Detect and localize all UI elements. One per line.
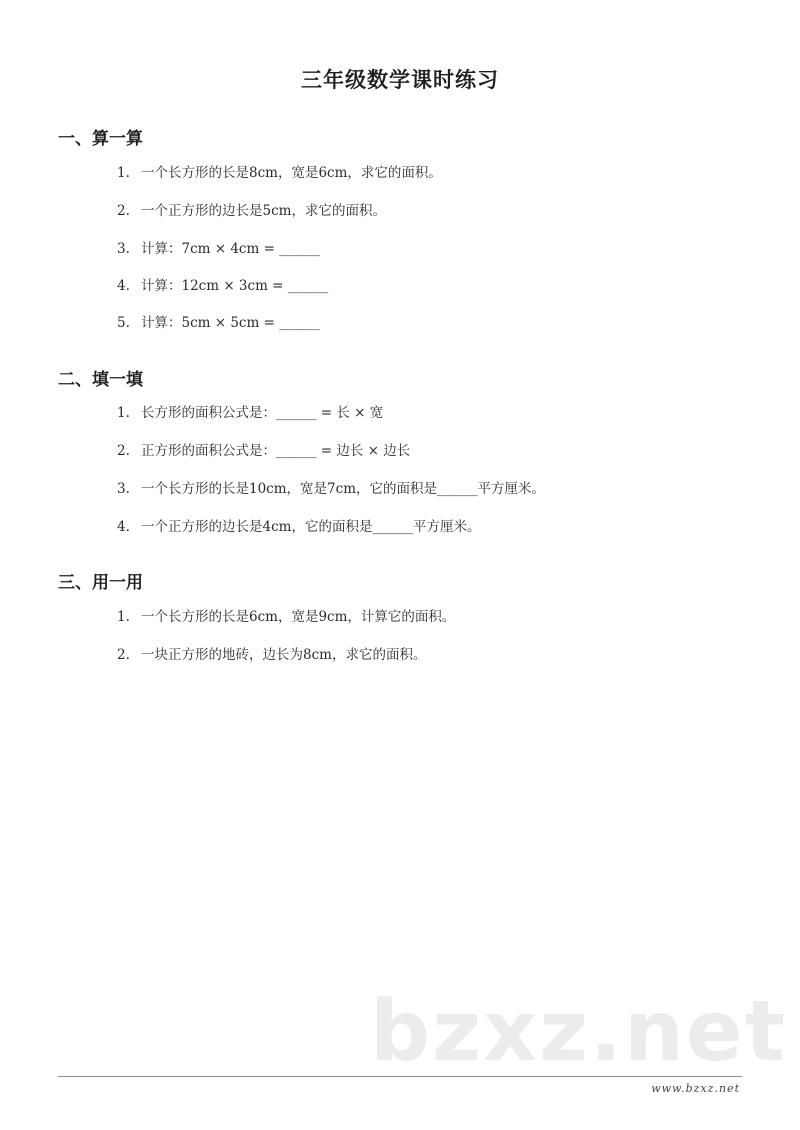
question-item: [117, 201, 386, 221]
question-item: [117, 403, 383, 423]
question-text: 计算：5cm × 5cm = ______: [141, 315, 320, 331]
question-item: [117, 276, 328, 296]
question-text: 一个长方形的长是8cm，宽是6cm，求它的面积。: [141, 165, 442, 181]
section-heading-calculate: 一、算一算: [58, 129, 143, 149]
question-number: 4.: [117, 519, 130, 535]
question-text: 一个正方形的边长是4cm，它的面积是______平方厘米。: [141, 519, 481, 535]
question-text: 正方形的面积公式是：______ = 边长 × 边长: [141, 443, 411, 459]
question-number: 2.: [117, 647, 130, 663]
question-number: 1.: [117, 609, 130, 625]
question-text: 长方形的面积公式是：______ = 长 × 宽: [141, 405, 384, 421]
footer-divider: [58, 1076, 742, 1077]
question-item: [117, 441, 410, 461]
question-item: [117, 607, 455, 627]
question-item: [117, 479, 545, 499]
question-text: 一个长方形的长是10cm，宽是7cm，它的面积是______平方厘米。: [141, 481, 545, 497]
question-item: [117, 313, 320, 333]
section-heading-fill-in: 二、填一填: [58, 370, 143, 390]
page-title: 三年级数学课时练习: [301, 67, 499, 92]
question-number: 3.: [117, 481, 130, 497]
footer-url: www.bzxz.net: [651, 1082, 740, 1095]
question-text: 一个正方形的边长是5cm，求它的面积。: [141, 203, 386, 219]
question-number: 2.: [117, 443, 130, 459]
watermark: bzxz.net: [370, 982, 787, 1080]
question-number: 5.: [117, 315, 130, 331]
question-text: 计算：12cm × 3cm = ______: [141, 278, 329, 294]
question-number: 4.: [117, 278, 130, 294]
question-item: [117, 163, 442, 183]
question-item: [117, 645, 426, 665]
question-number: 1.: [117, 405, 130, 421]
question-text: 计算：7cm × 4cm = ______: [141, 241, 320, 257]
question-number: 2.: [117, 203, 130, 219]
question-number: 3.: [117, 241, 130, 257]
question-text: 一块正方形的地砖，边长为8cm，求它的面积。: [141, 647, 427, 663]
question-item: [117, 239, 320, 259]
question-text: 一个长方形的长是6cm，宽是9cm，计算它的面积。: [141, 609, 456, 625]
question-item: [117, 517, 480, 537]
question-number: 1.: [117, 165, 130, 181]
section-heading-apply: 三、用一用: [58, 573, 143, 593]
